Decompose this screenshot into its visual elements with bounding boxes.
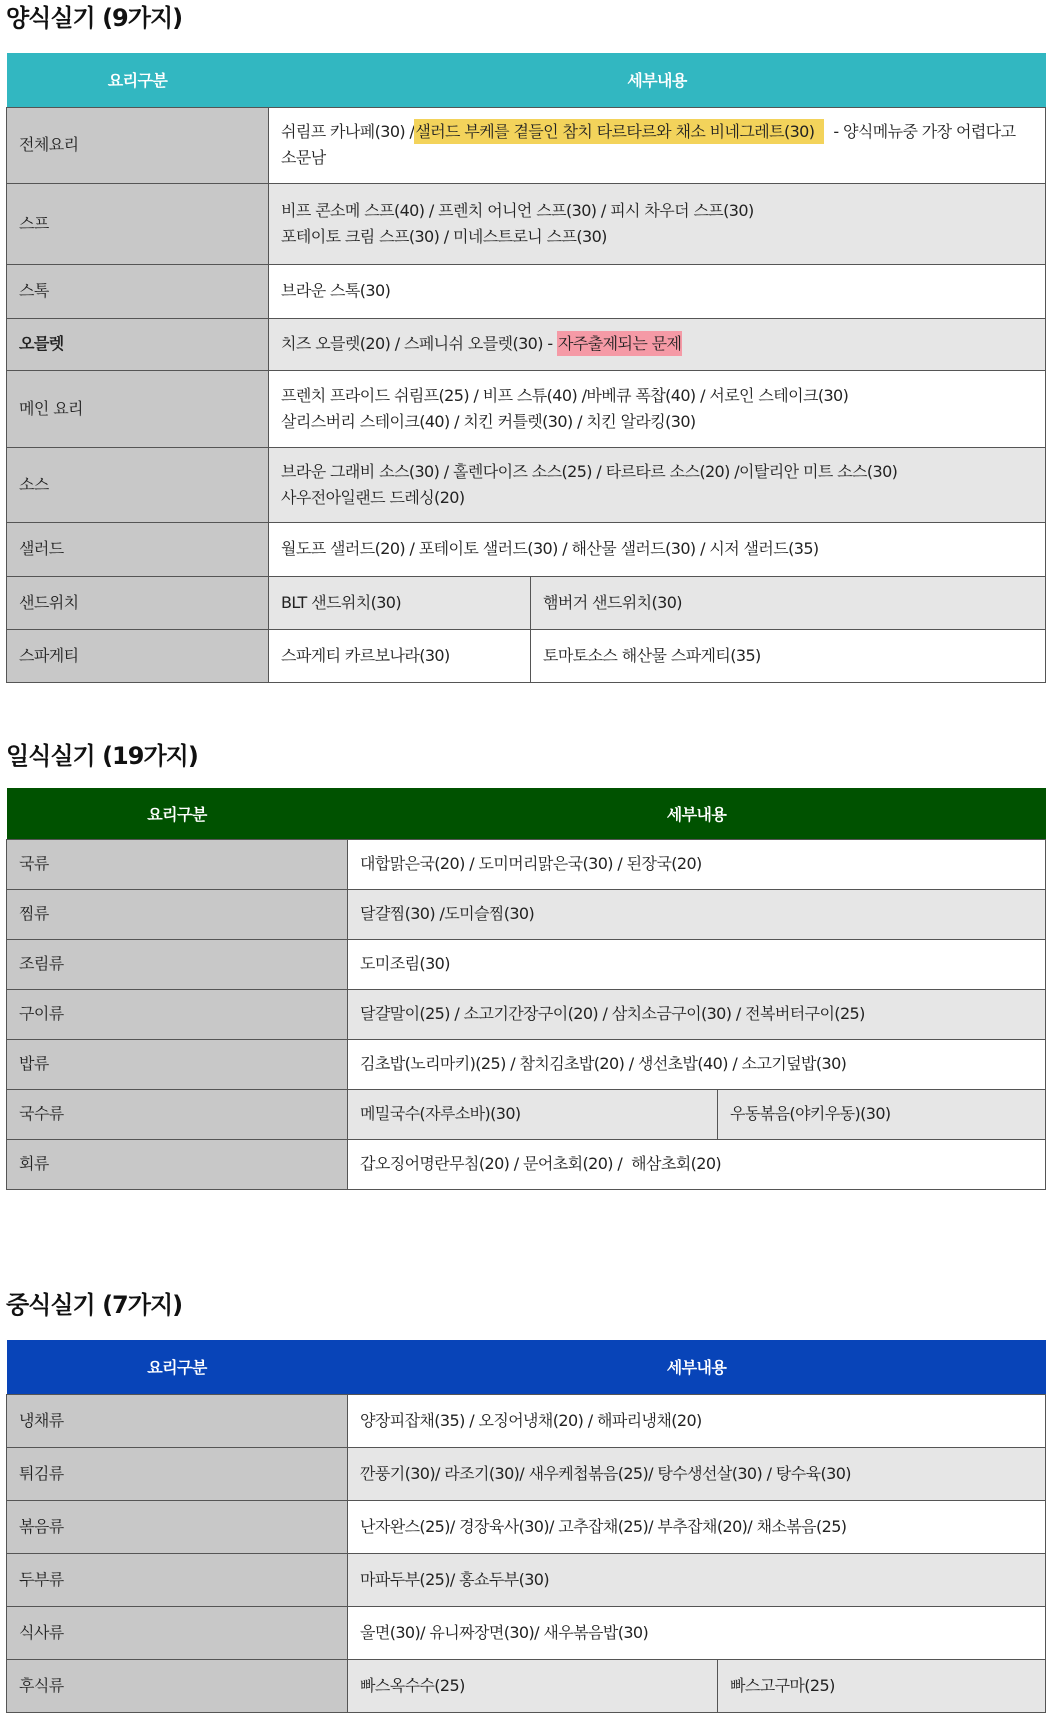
category-cell: 스프 — [7, 183, 269, 264]
detail-text: 대합맑은국(20) / 도미머리맑은국(30) / 된장국(20) — [360, 854, 702, 873]
table-row — [7, 1659, 1046, 1712]
detail-cell — [269, 370, 1046, 447]
header-row — [7, 788, 1046, 839]
detail-text: 울면(30)/ 유니짜장면(30)/ 새우볶음밥(30) — [360, 1622, 649, 1642]
detail-text: 토마토소스 해산물 스파게티(35) — [543, 645, 761, 665]
detail-cell — [269, 318, 1046, 370]
category-cell: 찜류 — [7, 889, 348, 939]
category-cell: 메인 요리 — [7, 370, 269, 447]
japanese-menu-table — [6, 788, 1046, 1190]
detail-cell — [348, 1039, 1046, 1089]
western-menu-table — [6, 53, 1046, 683]
table-row — [7, 1089, 1046, 1139]
detail-cell — [348, 1394, 1046, 1447]
detail-cell — [269, 183, 1046, 264]
japanese-section — [6, 738, 1046, 1190]
section-title: 양식실기 (9가지) — [6, 4, 183, 32]
table-row — [7, 264, 1046, 318]
category-cell: 회류 — [7, 1139, 348, 1189]
category-cell: 오믈렛 — [7, 318, 269, 370]
detail-cell — [269, 522, 1046, 576]
detail-text: 깐풍기(30)/ 라조기(30)/ 새우케첩볶음(25)/ 탕수생선살(30) / 탕수육(30) — [360, 1463, 851, 1483]
detail-text: 마파두부(25)/ 홍쇼두부(30) — [360, 1569, 550, 1589]
detail-cell — [348, 1447, 1046, 1500]
detail-cell — [269, 629, 531, 682]
section-title: 중식실기 (7가지) — [6, 1291, 183, 1319]
table-row — [7, 889, 1046, 939]
table-row — [7, 370, 1046, 447]
detail-text: 메밀국수(자루소바)(30) — [360, 1104, 521, 1123]
detail-cell — [348, 1553, 1046, 1606]
category-cell: 조림류 — [7, 939, 348, 989]
header-category: 요리구분 — [147, 1358, 207, 1378]
table-row — [7, 1553, 1046, 1606]
detail-text: 달걀찜(30) /도미슬찜(30) — [360, 904, 535, 923]
detail-cell — [348, 1606, 1046, 1659]
detail-text: 비프 콘소메 스프(40) / 프렌치 어니언 스프(30) / 피시 차우더 스프(30) — [281, 200, 754, 220]
detail-text: 김초밥(노리마키)(25) / 참치김초밥(20) / 생선초밥(40) / 소고기덮밥(30) — [360, 1054, 847, 1073]
table-row — [7, 989, 1046, 1039]
detail-text: 살리스버리 스테이크(40) / 치킨 커틀렛(30) / 치킨 알라킹(30) — [281, 411, 696, 431]
table-row — [7, 183, 1046, 264]
highlight-hardest: 샐러드 부케를 곁들인 참치 타르타르와 채소 비네그레트(30) — [414, 119, 824, 144]
table-row — [7, 1039, 1046, 1089]
category-cell: 스파게티 — [7, 629, 269, 682]
header-row — [7, 1340, 1046, 1394]
table-row — [7, 939, 1046, 989]
category-cell: 후식류 — [7, 1659, 348, 1712]
detail-text: 브라운 스톡(30) — [281, 281, 391, 300]
table-row — [7, 447, 1046, 522]
detail-cell — [718, 1089, 1046, 1139]
detail-cell — [269, 576, 531, 629]
table-row — [7, 1500, 1046, 1553]
category-cell: 샌드위치 — [7, 576, 269, 629]
section-title: 일식실기 (19가지) — [6, 742, 198, 770]
header-row — [7, 53, 1046, 107]
detail-cell — [348, 989, 1046, 1039]
detail-cell — [348, 1500, 1046, 1553]
detail-cell — [269, 107, 1046, 183]
detail-text: 치즈 오믈렛(20) / 스페니쉬 오믈렛(30) - — [281, 334, 558, 353]
detail-cell — [348, 939, 1046, 989]
category-cell: 샐러드 — [7, 522, 269, 576]
chinese-menu-table — [6, 1340, 1046, 1713]
category-cell: 전체요리 — [7, 107, 269, 183]
detail-text: 쉬림프 카나페(30) / — [281, 122, 415, 141]
table-row — [7, 1606, 1046, 1659]
table-row — [7, 1139, 1046, 1189]
detail-cell — [531, 629, 1046, 682]
detail-text: 브라운 그래비 소스(30) / 홀렌다이즈 소스(25) / 타르타르 소스(20) /이탈리안 미트 소스(30) — [281, 461, 898, 481]
detail-text: 월도프 샐러드(20) / 포테이토 샐러드(30) / 해산물 샐러드(30) / 시저 샐러드(35) — [281, 539, 819, 558]
header-category: 요리구분 — [147, 804, 207, 824]
table-row — [7, 318, 1046, 370]
detail-text: 달걀말이(25) / 소고기간장구이(20) / 삼치소금구이(30) / 전복버터구이(25) — [360, 1004, 865, 1023]
table-row — [7, 1447, 1046, 1500]
detail-text: 포테이토 크림 스프(30) / 미네스트로니 스프(30) — [281, 226, 607, 246]
category-cell: 국류 — [7, 839, 348, 889]
table-row — [7, 107, 1046, 183]
detail-cell — [348, 889, 1046, 939]
highlight-frequent: 자주출제되는 문제 — [557, 331, 682, 356]
detail-text: 빠스고구마(25) — [730, 1675, 835, 1695]
detail-text: 양장피잡채(35) / 오징어냉채(20) / 해파리냉채(20) — [360, 1410, 702, 1430]
detail-text: BLT 샌드위치(30) — [281, 592, 402, 612]
category-cell: 두부류 — [7, 1553, 348, 1606]
category-cell: 밥류 — [7, 1039, 348, 1089]
category-cell: 소스 — [7, 447, 269, 522]
detail-text: 난자완스(25)/ 경장육사(30)/ 고추잡채(25)/ 부추잡채(20)/ 채소볶음(25) — [360, 1516, 847, 1536]
chinese-section — [6, 1287, 1046, 1713]
detail-text: 우동볶음(야키우동)(30) — [730, 1104, 891, 1123]
header-detail: 세부내용 — [627, 71, 687, 91]
detail-text: 햄버거 샌드위치(30) — [543, 592, 682, 612]
detail-cell — [348, 1659, 718, 1712]
detail-cell — [348, 1139, 1046, 1189]
detail-text: - 양식메뉴중 가장 어렵다고 소문남 — [281, 122, 1020, 167]
western-section — [6, 0, 1046, 683]
detail-text: 프렌치 프라이드 쉬림프(25) / 비프 스튜(40) /바베큐 폭찹(40) / 서로인 스테이크(30) — [281, 385, 849, 405]
header-category: 요리구분 — [107, 71, 168, 91]
table-row — [7, 839, 1046, 889]
detail-cell — [348, 839, 1046, 889]
header-detail: 세부내용 — [666, 804, 727, 824]
category-cell: 스톡 — [7, 264, 269, 318]
category-cell: 식사류 — [7, 1606, 348, 1659]
category-cell: 튀김류 — [7, 1447, 348, 1500]
detail-cell — [269, 264, 1046, 318]
detail-text: 스파게티 카르보나라(30) — [281, 645, 450, 665]
detail-text: 빠스옥수수(25) — [360, 1675, 465, 1695]
detail-text: 도미조림(30) — [360, 954, 450, 973]
table-row — [7, 576, 1046, 629]
detail-cell — [348, 1089, 718, 1139]
detail-text: 갑오징어명란무침(20) / 문어초회(20) / 해삼초회(20) — [360, 1154, 722, 1173]
category-cell: 구이류 — [7, 989, 348, 1039]
detail-cell — [718, 1659, 1046, 1712]
category-cell: 냉채류 — [7, 1394, 348, 1447]
header-detail: 세부내용 — [666, 1358, 727, 1378]
category-cell: 국수류 — [7, 1089, 348, 1139]
table-row — [7, 1394, 1046, 1447]
category-cell: 볶음류 — [7, 1500, 348, 1553]
detail-cell — [269, 447, 1046, 522]
table-row — [7, 522, 1046, 576]
table-row — [7, 629, 1046, 682]
detail-cell — [531, 576, 1046, 629]
detail-text: 사우전아일랜드 드레싱(20) — [281, 487, 465, 507]
